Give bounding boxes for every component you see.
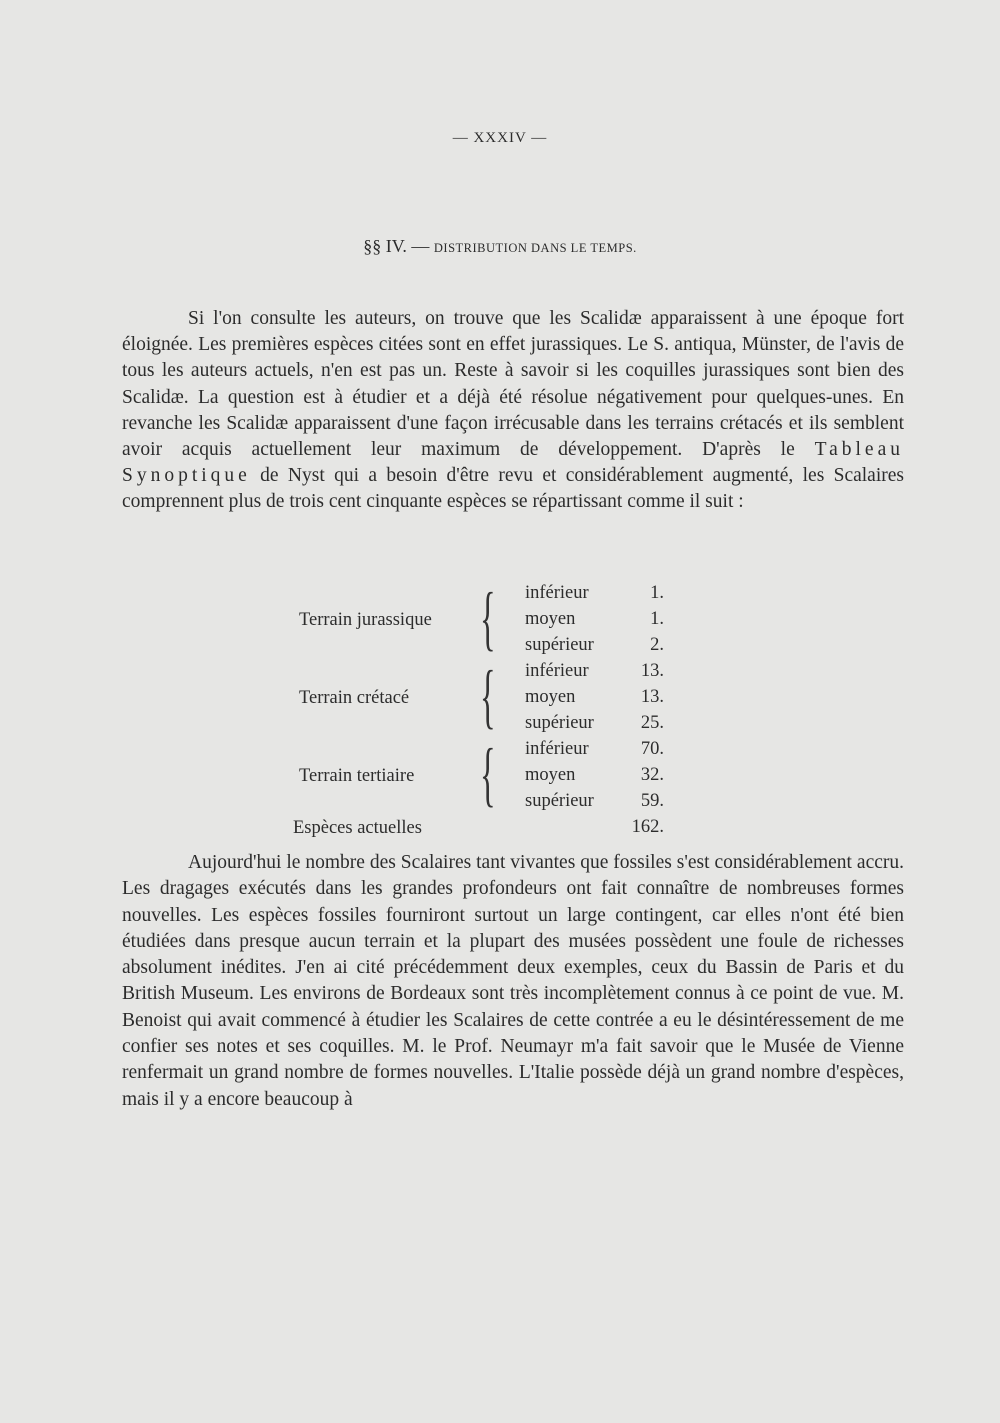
group-label-tertiaire: Terrain tertiaire [299, 766, 415, 786]
tableau-synoptique-ref: Tableau Synoptique [122, 439, 904, 487]
extant-species-count: 162. [631, 817, 664, 837]
row-sub: inférieur [525, 583, 589, 603]
paragraph-intro-text-b: de Nyst qui a besoin d'être revu et considérablement augmenté, les Scalaires comprennent plus de trois cent cinquante espèces se répartissant comme il suit : [122, 465, 904, 513]
group-label-cretace: Terrain crétacé [299, 688, 410, 708]
section-heading: DISTRIBUTION DANS LE TEMPS. [433, 241, 637, 255]
row-count: 1. [650, 609, 664, 629]
extant-species-label: Espèces actuelles [293, 818, 422, 838]
row-count: 70. [640, 739, 664, 759]
page-number-header: — XXXIV — [452, 130, 548, 146]
row-count: 2. [650, 635, 664, 655]
row-sub: inférieur [525, 739, 589, 759]
row-sub: inférieur [525, 661, 589, 681]
brace-cretace: { [480, 656, 496, 736]
row-sub: supérieur [525, 791, 594, 811]
row-count: 25. [640, 713, 664, 733]
row-count: 59. [640, 791, 664, 811]
row-count: 13. [640, 687, 664, 707]
brace-tertiaire: { [480, 734, 496, 814]
section-title [0, 236, 1000, 257]
row-count: 1. [650, 583, 664, 603]
paragraph-intro-text-a: Si l'on consulte les auteurs, on trouve que les Scalidæ apparaissent à une époque fort éloignée. Les premières espèces citées sont en effet jurassiques. Le S. antiqua, Münster, de l'avis de tous les auteurs actuels, n'en est pas un. Reste à savoir si les coquilles jurassiques sont bien des Scalidæ. La question est à étudier et a déjà été résolue négativement pour quelques-unes. En revanche les Scalidæ apparaissent d'une façon irrécusable dans les terrains crétacés et ils semblent avoir acquis actuellement leur maximum de développement. D'après le [122, 308, 904, 461]
row-sub: moyen [525, 765, 576, 785]
brace-jurassique: { [480, 578, 496, 658]
section-number: §§ IV. — [363, 236, 434, 256]
paragraph-intro [122, 306, 904, 516]
distribution-table [0, 580, 1000, 840]
row-sub: moyen [525, 609, 576, 629]
row-sub: supérieur [525, 713, 594, 733]
group-label-jurassique: Terrain jurassique [299, 610, 432, 630]
paragraph-current-state: Aujourd'hui le nombre des Scalaires tant vivantes que fossiles s'est considérablement accru. Les dragages exécutés dans les grandes profondeurs ont fait connaître de nombreuses formes nouvelles. Les espèces fossiles fourniront surtout un large contingent, car elles n'ont été bien étudiées dans presque aucun terrain et la plupart des musées possèdent une foule de richesses absolument inédites. J'en ai cité précédemment deux exemples, ceux du Bassin de Paris et du British Museum. Les environs de Bordeaux sont très incomplètement connus à ce point de vue. M. Benoist qui avait commencé à étudier les Scalaires de cette contrée a eu le désintéressement de me confier ses notes et ses coquilles. M. le Prof. Neumayr m'a fait savoir que le Musée de Vienne renfermait un grand nombre de formes nouvelles. L'Italie possède déjà un grand nombre d'espèces, mais il y a encore beaucoup à [122, 852, 904, 1110]
row-sub: moyen [525, 687, 576, 707]
row-count: 32. [640, 765, 664, 785]
row-count: 13. [640, 661, 664, 681]
row-sub: supérieur [525, 635, 594, 655]
